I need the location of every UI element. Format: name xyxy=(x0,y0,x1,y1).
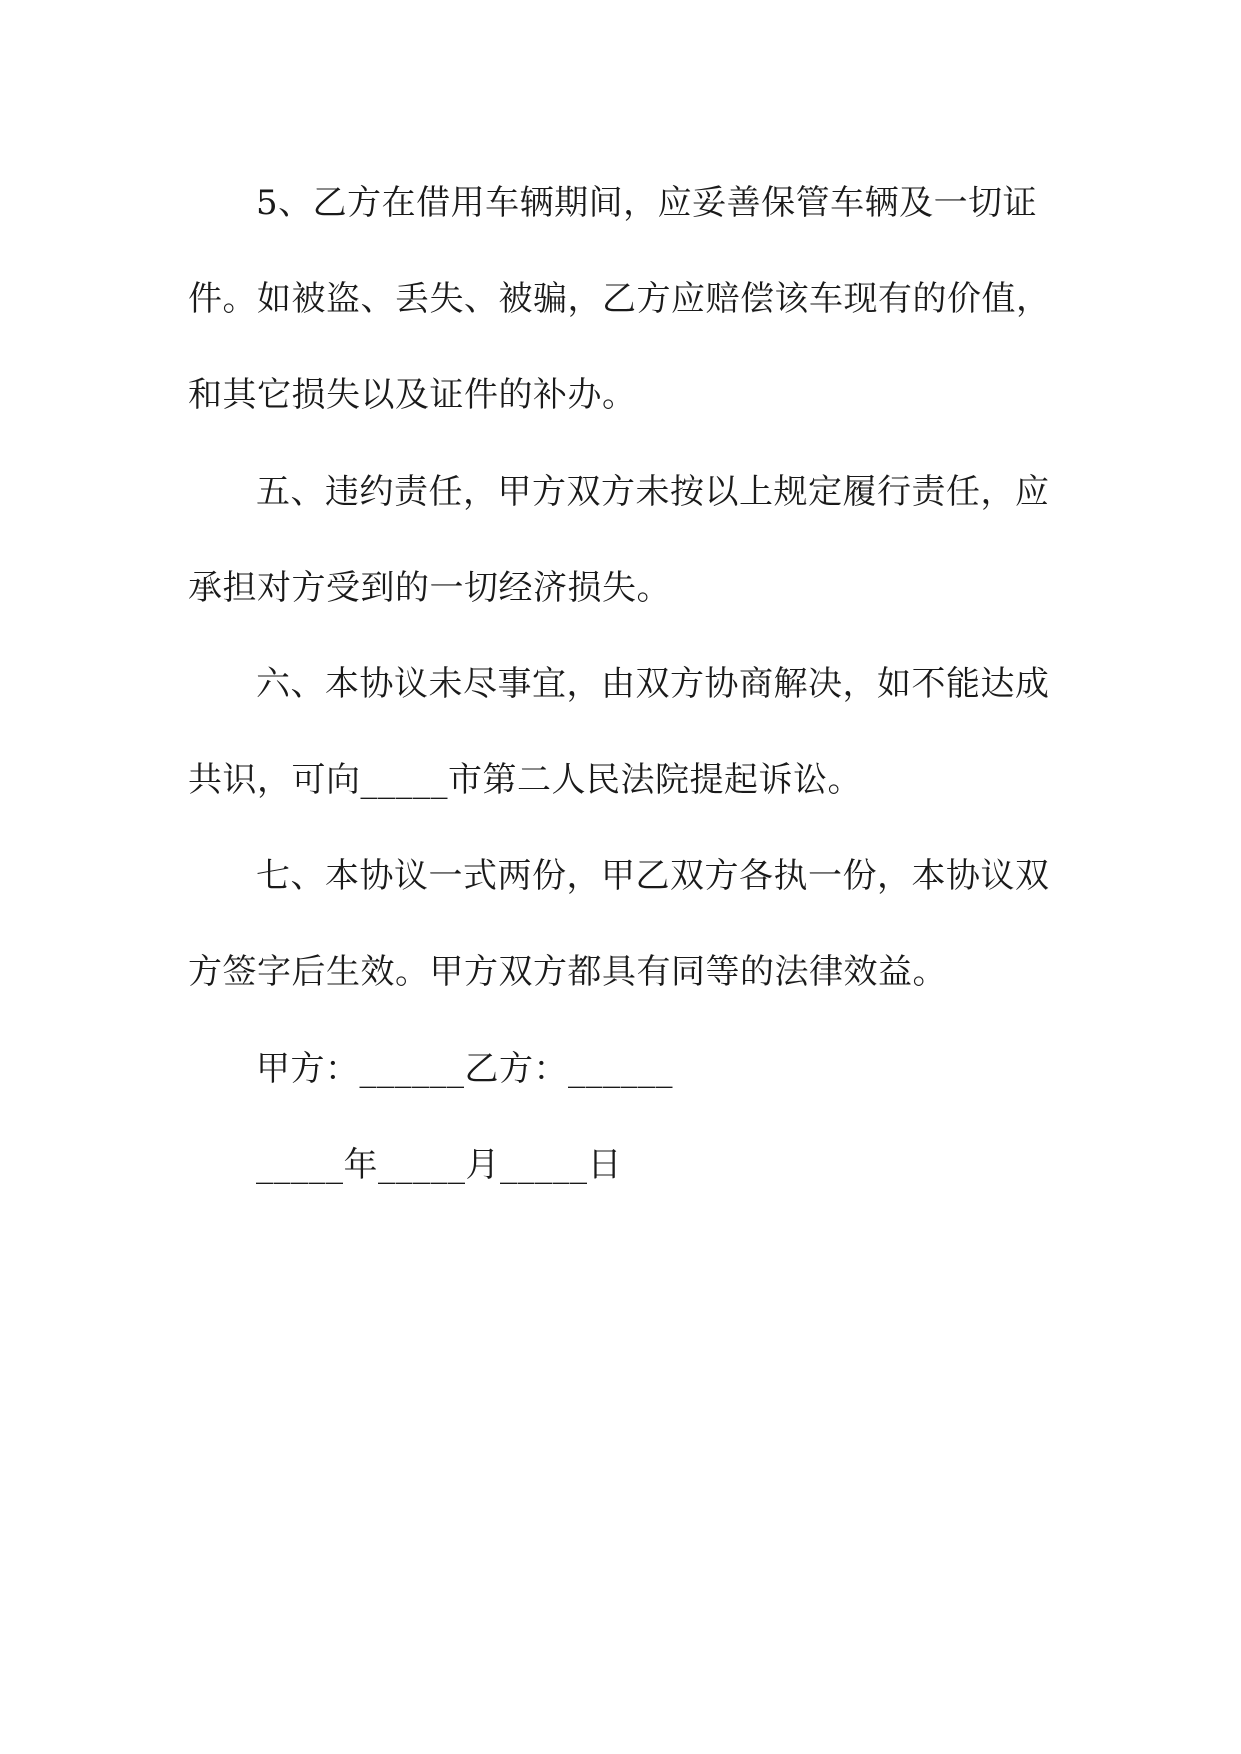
section-5-line-2: 承担对方受到的一切经济损失。 xyxy=(188,568,671,608)
section-5-line-1: 五、违约责任，甲方双方未按以上规定履行责任，应 xyxy=(256,472,1050,512)
section-6-line-2: 共识，可向_____市第二人民法院提起诉讼。 xyxy=(188,760,862,800)
clause-5-line-1: 5、乙方在借用车辆期间，应妥善保管车辆及一切证 xyxy=(256,183,1038,223)
section-6-line-1: 六、本协议未尽事宜，由双方协商解决，如不能达成 xyxy=(256,664,1050,704)
signature-line: 甲方：______乙方：______ xyxy=(256,1049,673,1089)
clause-5-line-3: 和其它损失以及证件的补办。 xyxy=(188,375,637,415)
section-7-line-1: 七、本协议一式两份，甲乙双方各执一份，本协议双 xyxy=(256,856,1050,896)
section-7-line-2: 方签字后生效。甲方双方都具有同等的法律效益。 xyxy=(188,952,947,992)
date-line: _____年_____月_____日 xyxy=(256,1145,622,1185)
clause-5-line-2: 件。如被盗、丢失、被骗，乙方应赔偿该车现有的价值， xyxy=(188,279,1051,319)
